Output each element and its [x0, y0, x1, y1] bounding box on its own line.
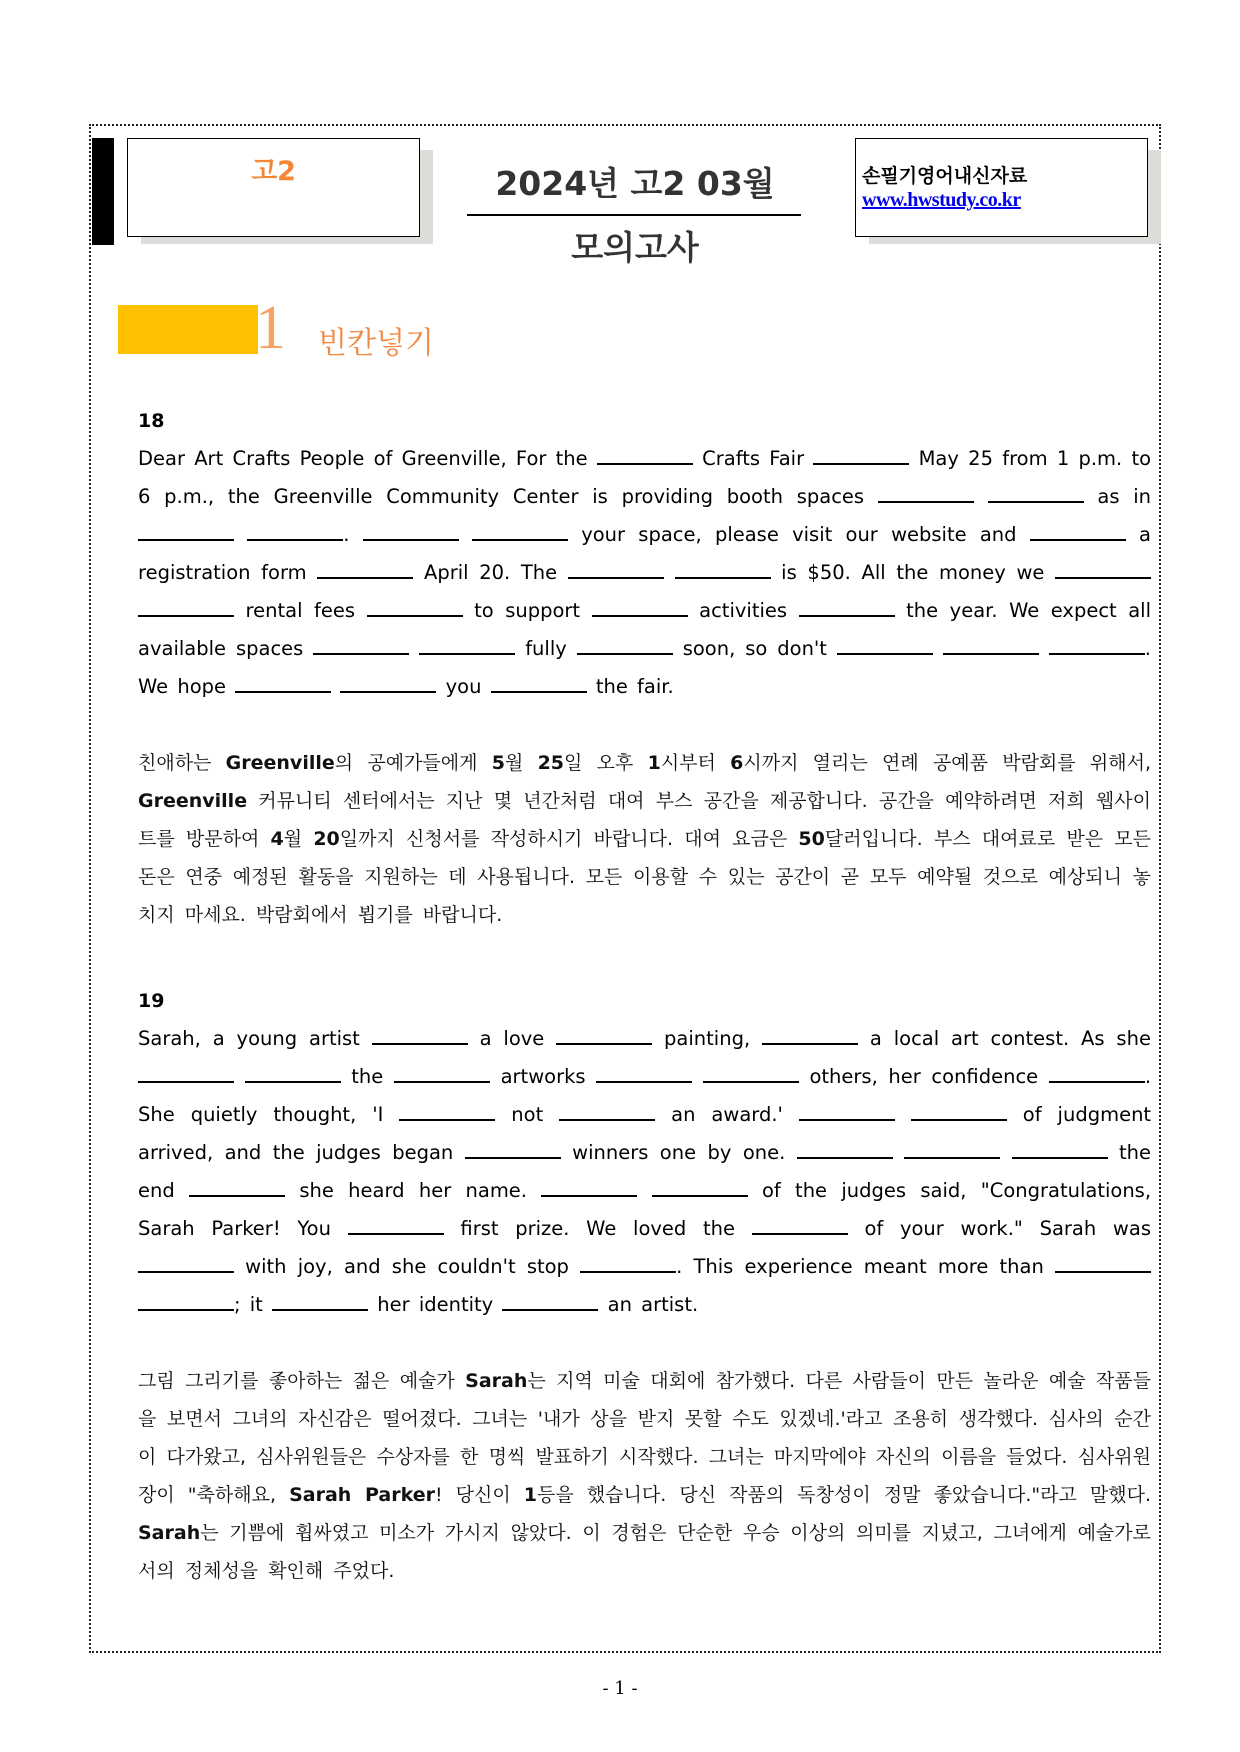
text-segment: the year. We expect all available spaces [138, 599, 1151, 660]
text-segment: as in [1097, 485, 1152, 508]
answer-blank[interactable] [491, 677, 587, 693]
page-number: - 1 - [602, 1678, 638, 1699]
text-segment: first prize. We loved the [460, 1217, 735, 1240]
text-segment: fully [525, 637, 567, 660]
brand-box [855, 138, 1148, 237]
text-segment: painting, [664, 1027, 751, 1050]
answer-blank[interactable] [138, 601, 234, 617]
answer-blank[interactable] [799, 1105, 895, 1121]
question-18 [138, 402, 1151, 934]
text-segment: a registration form [138, 523, 1151, 584]
text-segment: ; it [234, 1293, 263, 1316]
answer-blank[interactable] [317, 563, 413, 579]
text-segment: you [445, 675, 482, 698]
answer-blank[interactable] [675, 563, 771, 579]
text-segment: May 25 from 1 p.m. to 6 p.m., the Greenville Community Center is providing booth spaces [138, 447, 1152, 508]
text-segment: of your work." Sarah was [864, 1217, 1151, 1240]
answer-blank[interactable] [472, 525, 568, 541]
text-segment: the fair. [595, 675, 674, 698]
question-number: 18 [138, 410, 165, 432]
text-segment: Crafts Fair [702, 447, 805, 470]
section-highlight-bar [118, 305, 258, 354]
text-segment: your space, please visit our website and [581, 523, 1017, 546]
answer-blank[interactable] [652, 1181, 748, 1197]
answer-blank[interactable] [348, 1219, 444, 1235]
brand-name: 손필기영어내신자료 [862, 165, 1028, 187]
answer-blank[interactable] [138, 525, 234, 541]
text-segment: a love [479, 1027, 545, 1050]
header-accent-bar [92, 138, 114, 245]
answer-blank[interactable] [762, 1029, 858, 1045]
answer-blank[interactable] [911, 1105, 1007, 1121]
answer-blank[interactable] [372, 1029, 468, 1045]
answer-blank[interactable] [235, 677, 331, 693]
answer-blank[interactable] [363, 525, 459, 541]
exam-title: 2024년 고2 03월 [495, 164, 775, 203]
text-segment: rental fees [245, 599, 356, 622]
text-segment: of judgment arrived, and the judges began [138, 1103, 1152, 1164]
answer-blank[interactable] [247, 525, 343, 541]
text-segment: her identity [377, 1293, 494, 1316]
answer-blank[interactable] [988, 487, 1084, 503]
answer-blank[interactable] [580, 1257, 676, 1273]
text-segment: . This experience meant more than [676, 1255, 1044, 1278]
title-divider [467, 214, 801, 216]
answer-blank[interactable] [138, 1067, 234, 1083]
text-segment: an award.' [671, 1103, 783, 1126]
answer-blank[interactable] [189, 1181, 285, 1197]
text-segment: the end [138, 1141, 1152, 1202]
question-19 [138, 982, 1151, 1590]
text-segment: . [343, 523, 350, 546]
exam-subtitle: 모의고사 [571, 228, 699, 267]
answer-blank[interactable] [1049, 1067, 1145, 1083]
text-segment: of the judges said, "Congratulations, Sarah Parker! You [138, 1179, 1152, 1240]
answer-blank[interactable] [559, 1105, 655, 1121]
text-segment: a local art contest. As she [869, 1027, 1151, 1050]
text-segment: Sarah, a young artist [138, 1027, 360, 1050]
text-segment: artworks [500, 1065, 586, 1088]
text-segment: soon, so don't [682, 637, 827, 660]
answer-blank[interactable] [419, 639, 515, 655]
section-title: 빈칸넣기 [318, 326, 434, 361]
question-number: 19 [138, 990, 165, 1012]
answer-blank[interactable] [592, 601, 688, 617]
answer-blank[interactable] [465, 1143, 561, 1159]
answer-blank[interactable] [138, 1257, 234, 1273]
text-segment: to support [474, 599, 581, 622]
text-segment: the [351, 1065, 384, 1088]
answer-blank[interactable] [1049, 639, 1145, 655]
text-segment: is $50. All the money we [781, 561, 1045, 584]
answer-blank[interactable] [1055, 563, 1151, 579]
text-segment: April 20. The [423, 561, 558, 584]
question-english-text [138, 1020, 1151, 1324]
answer-blank[interactable] [878, 487, 974, 503]
question-korean-translation: 그림 그리기를 좋아하는 젊은 예술가 Sarah는 지역 미술 대회에 참가했다. 다른 사람들이 만든 놀라운 예술 작품들을 보면서 그녀의 자신감은 떨어졌다. 그녀는 '내가 상을 받지 못할 수도 있겠네.'라고 조용히 생각했다. 심사의 순간이 다가왔고, 심사위원들은 수상자를 한 명씩 발표하기 시작했다. 그녀는 마지막에야 자신의 이름을 들었다. 심사위원장이 "축하해요, Sarah Parker! 당신이 1등을 했습니다. 당신 작품의 독창성이 정말 좋았습니다."라고 말했다. Sarah는 기쁨에 휩싸였고 미소가 가시지 않았다. 이 경험은 단순한 우승 이상의 의미를 지녔고, 그녀에게 예술가로서의 정체성을 확인해 주었다. [138, 1370, 1152, 1582]
answer-blank[interactable] [245, 1067, 341, 1083]
text-segment: an artist. [607, 1293, 699, 1316]
answer-blank[interactable] [340, 677, 436, 693]
answer-blank[interactable] [797, 1143, 893, 1159]
question-korean-translation: 친애하는 Greenville의 공예가들에게 5월 25일 오후 1시부터 6시까지 열리는 연례 공예품 박람회를 위해서, Greenville 커뮤니티 센터에서는 지난 몇 년간처럼 대여 부스 공간을 제공합니다. 공간을 예약하려면 저희 웹사이트를 방문하여 4월 20일까지 신청서를 작성하시기 바랍니다. 대여 요금은 50달러입니다. 부스 대여료로 받은 모든 돈은 연중 예정된 활동을 지원하는 데 사용됩니다. 모든 이용할 수 있는 공간이 곧 모두 예약될 것으로 예상되니 놓치지 마세요. 박람회에서 뵙기를 바랍니다. [138, 752, 1151, 926]
text-segment: with joy, and she couldn't stop [245, 1255, 569, 1278]
answer-blank[interactable] [813, 449, 909, 465]
answer-blank[interactable] [541, 1181, 637, 1197]
answer-blank[interactable] [313, 639, 409, 655]
text-segment: activities [699, 599, 788, 622]
answer-blank[interactable] [272, 1295, 368, 1311]
answer-blank[interactable] [1055, 1257, 1151, 1273]
answer-blank[interactable] [556, 1029, 652, 1045]
answer-blank[interactable] [1012, 1143, 1108, 1159]
section-number: 1 [255, 294, 286, 362]
text-segment: winners one by one. [572, 1141, 786, 1164]
text-segment: she heard her name. [299, 1179, 528, 1202]
answer-blank[interactable] [394, 1067, 490, 1083]
answer-blank[interactable] [837, 639, 933, 655]
text-segment: . We hope [138, 637, 1151, 698]
answer-blank[interactable] [138, 1295, 234, 1311]
answer-blank[interactable] [502, 1295, 598, 1311]
brand-link[interactable]: www.hwstudy.co.kr [862, 189, 1021, 211]
text-segment: not [511, 1103, 544, 1126]
answer-blank[interactable] [799, 601, 895, 617]
text-segment: . She quietly thought, 'I [138, 1065, 1152, 1126]
answer-blank[interactable] [577, 639, 673, 655]
answer-blank[interactable] [752, 1219, 848, 1235]
answer-blank[interactable] [943, 639, 1039, 655]
answer-blank[interactable] [1030, 525, 1126, 541]
grade-label: 고2 [251, 156, 296, 187]
answer-blank[interactable] [568, 563, 664, 579]
answer-blank[interactable] [399, 1105, 495, 1121]
answer-blank[interactable] [367, 601, 463, 617]
answer-blank[interactable] [904, 1143, 1000, 1159]
answer-blank[interactable] [597, 449, 693, 465]
answer-blank[interactable] [596, 1067, 692, 1083]
text-segment: others, her confidence [809, 1065, 1039, 1088]
question-english-text [138, 440, 1151, 706]
grade-box [127, 138, 420, 237]
answer-blank[interactable] [703, 1067, 799, 1083]
text-segment: Dear Art Crafts People of Greenville, For the [138, 447, 588, 470]
